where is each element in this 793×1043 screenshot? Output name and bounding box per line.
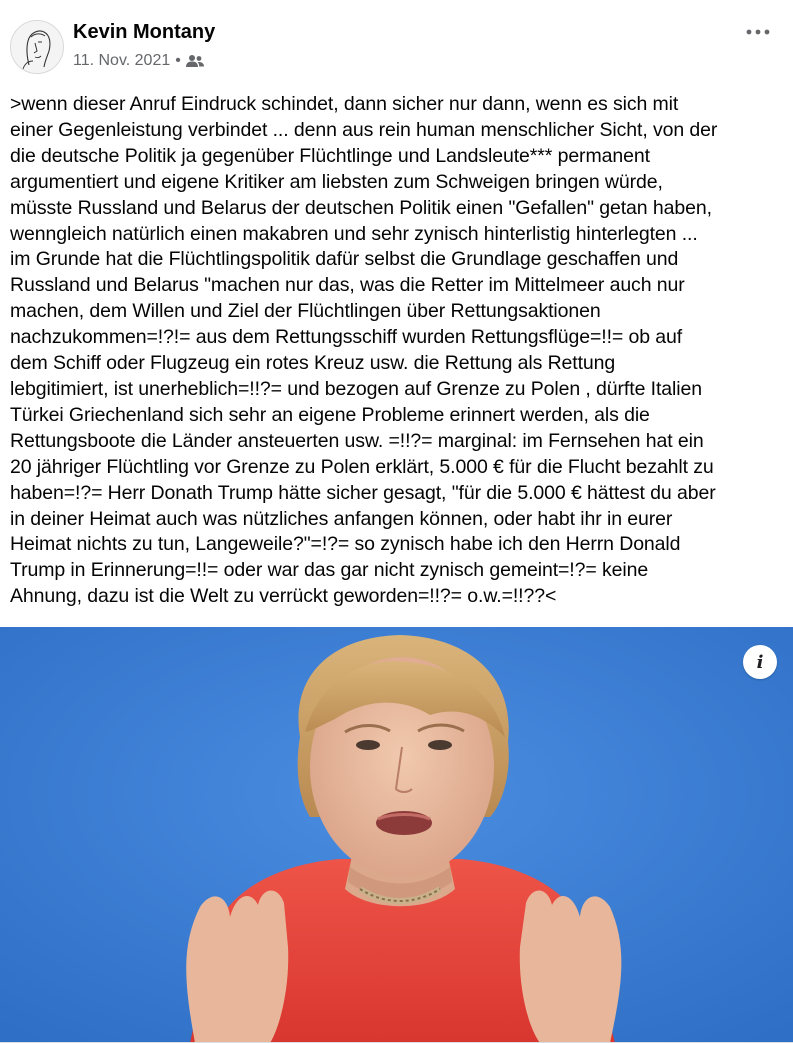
post-header xyxy=(0,0,793,90)
post-text-line: Türkei Griechenland sich sehr an eigene Probleme erinnert werden, als die xyxy=(10,403,650,426)
post-text-line: Ahnung, dazu ist die Welt zu verrückt geworden=!!?= o.w.=!!??< xyxy=(10,585,557,608)
info-button[interactable] xyxy=(743,645,777,679)
sketch-portrait-avatar-icon xyxy=(11,21,63,73)
post-text-line: Russland und Belarus "machen nur das, was die Retter im Mittelmeer auch nur xyxy=(10,274,685,297)
post-text-line: einer Gegenleistung verbindet ... denn aus rein human menschlicher Sicht, von der xyxy=(10,118,718,141)
post-text-line: im Grunde hat die Flüchtlingspolitik dafür selbst die Grundlage geschaffen und xyxy=(10,248,679,271)
post-meta xyxy=(73,50,204,72)
post-text-line: lebgitimiert, ist unerheblich=!!?= und bezogen auf Grenze zu Polen , dürfte Italien xyxy=(10,377,702,400)
post-text-line: argumentiert und eigene Kritiker am liebsten zum Schweigen bringen würde, xyxy=(10,170,663,193)
post-date[interactable]: 11. Nov. 2021 xyxy=(73,52,171,69)
post-text-line: Trump in Erinnerung=!!= oder war das gar nicht zynisch gemeint=!?= keine xyxy=(10,559,649,582)
post-text-line: machen, dem Willen und Ziel der Flüchtlingen über Rettungsaktionen xyxy=(10,300,601,323)
post-text-line: dem Schiff oder Flugzeug ein rotes Kreuz usw. die Rettung als Rettung xyxy=(10,352,616,375)
info-icon: i xyxy=(756,651,764,673)
more-options-button[interactable] xyxy=(738,18,778,46)
post-text-line: wenngleich natürlich einen makabren und sehr zynisch hinterlistig hinterlegten ... xyxy=(10,222,698,245)
post-text-line: Heimat nichts zu tun, Langeweile?"=!?= so zynisch habe ich den Herrn Donald xyxy=(10,533,681,556)
author-name[interactable]: Kevin Montany xyxy=(73,21,216,43)
friends-icon[interactable] xyxy=(186,54,204,68)
meta-separator: • xyxy=(175,52,181,69)
post-text-line: die deutsche Politik ja gegenüber Flüchtlinge und Landsleute*** permanent xyxy=(10,144,650,167)
post-text xyxy=(10,92,788,610)
post-text-line: 20 jähriger Flüchtling vor Grenze zu Polen erklärt, 5.000 € für die Flucht bezahlt zu xyxy=(10,455,714,478)
post-text-line: nachzukommen=!?!= aus dem Rettungsschiff wurden Rettungsflüge=!!= ob auf xyxy=(10,326,683,349)
post-text-line: Rettungsboote die Länder ansteuerten usw. =!!?= marginal: im Fernsehen hat ein xyxy=(10,429,704,452)
portrait-photo-illustration xyxy=(0,627,793,1043)
author-avatar[interactable] xyxy=(10,20,64,74)
post-text-line: haben=!?= Herr Donath Trump hätte sicher gesagt, "für die 5.000 € hättest du aber xyxy=(10,481,716,504)
post-text-line: müsste Russland und Belarus der deutschen Politik einen "Gefallen" getan haben, xyxy=(10,196,712,219)
post-text-line: in deiner Heimat auch was nützliches anfangen können, oder habt ihr in eurer xyxy=(10,507,673,530)
post-photo[interactable] xyxy=(0,627,793,1043)
more-options-icon xyxy=(746,29,770,35)
post-text-line: >wenn dieser Anruf Eindruck schindet, dann sicher nur dann, wenn es sich mit xyxy=(10,93,679,115)
